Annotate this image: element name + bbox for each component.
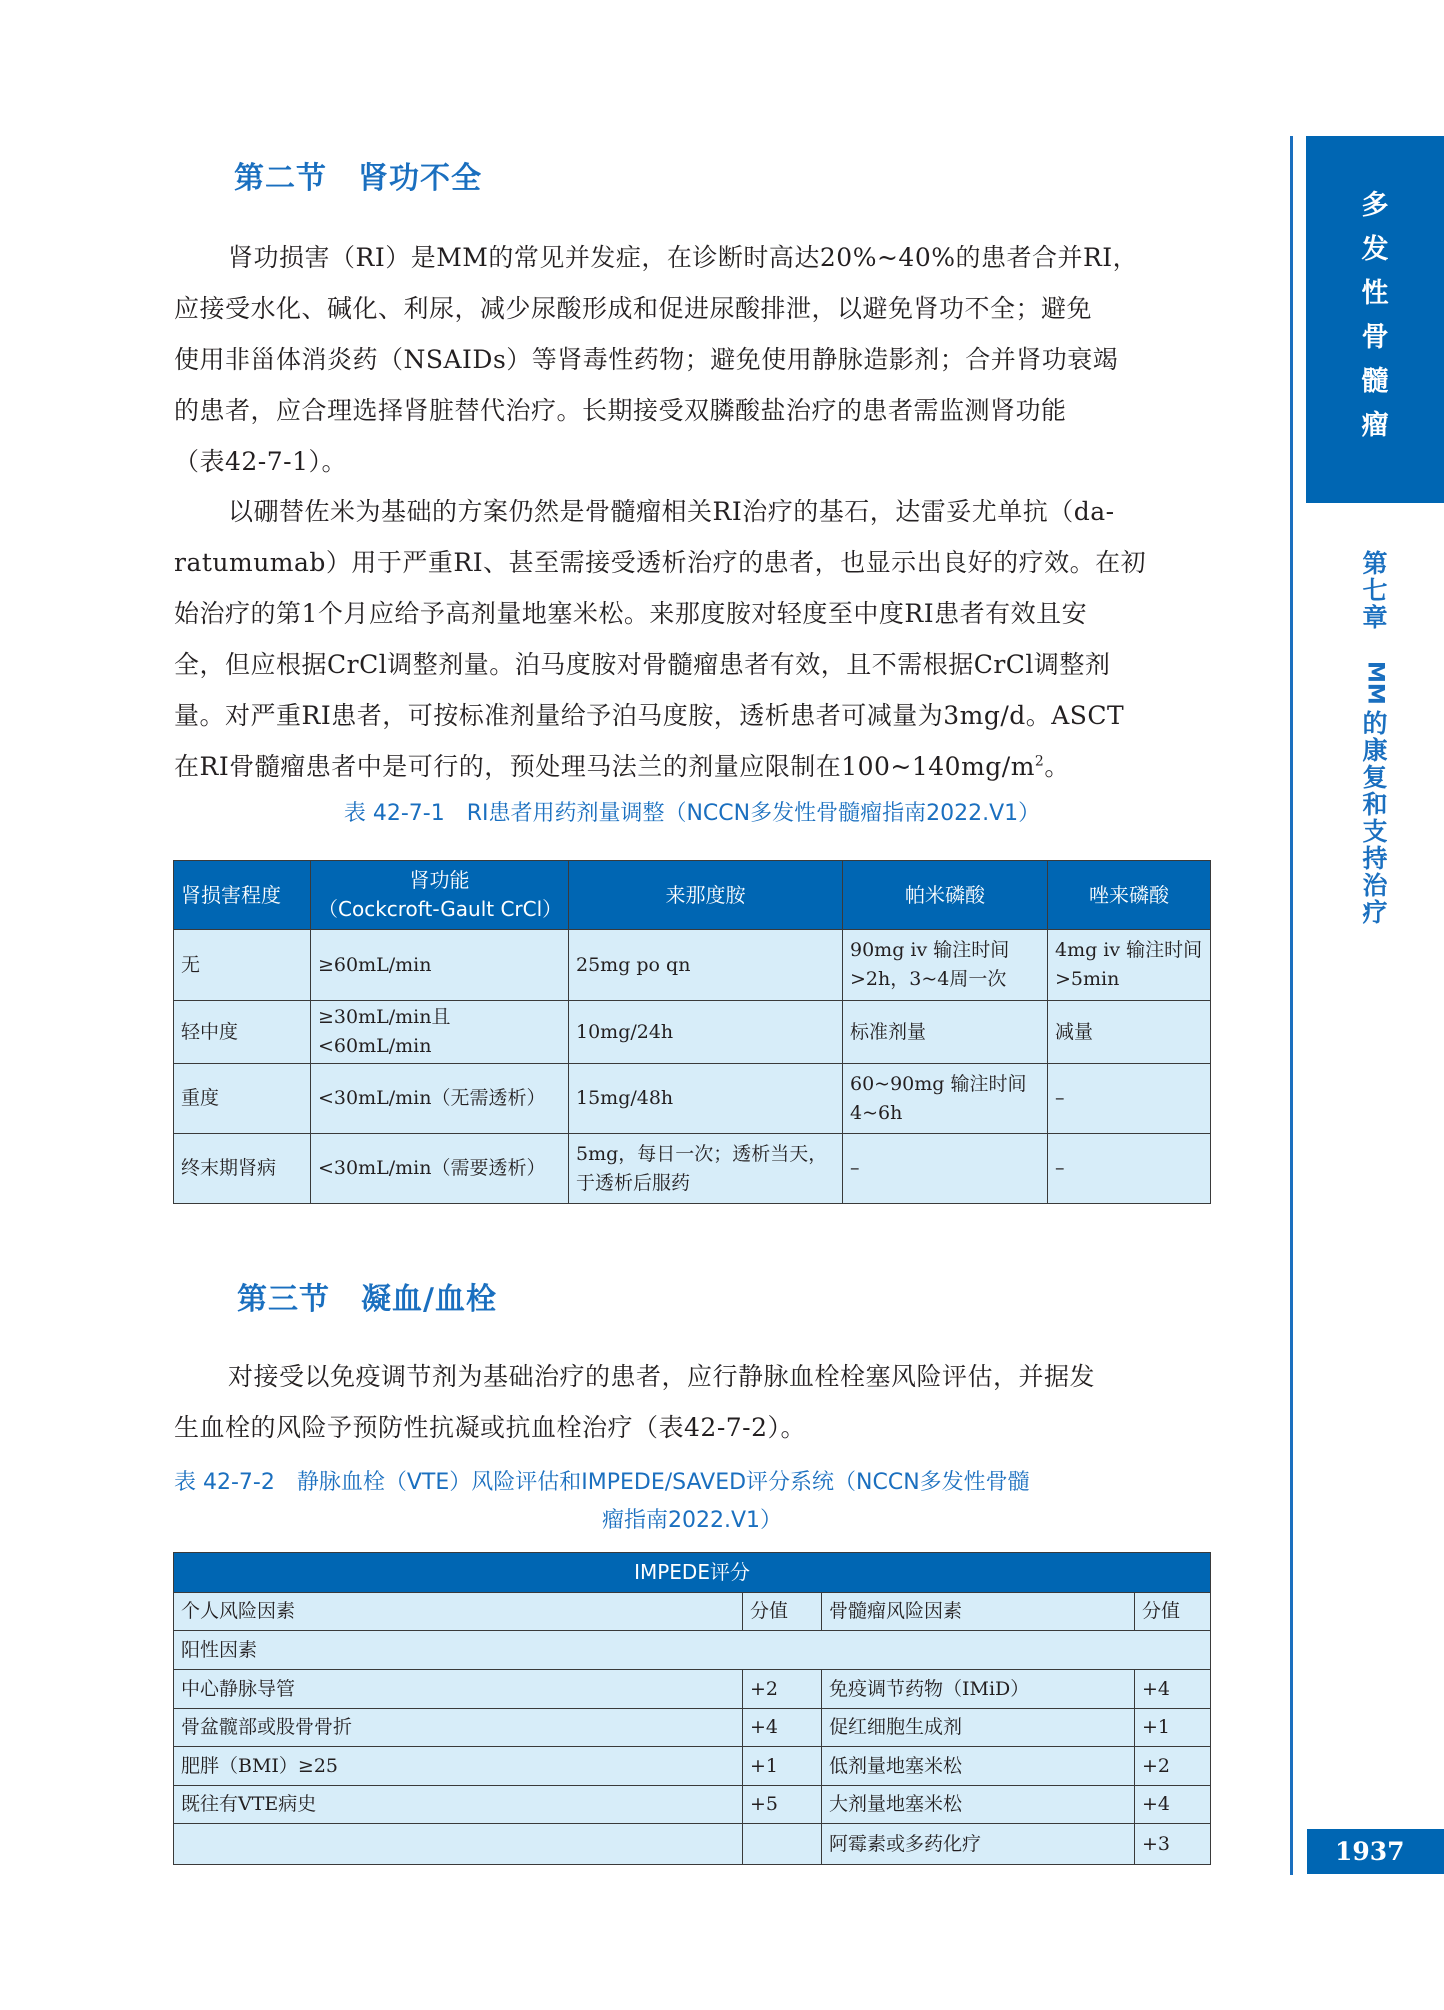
table-cell: 无 (174, 930, 311, 1001)
text-run: 。 (1044, 752, 1070, 781)
table-row (174, 1786, 1211, 1824)
paragraph-renal-1 (174, 232, 1210, 487)
table-cell: ≥60mL/min (311, 930, 569, 1001)
header-cell: 分值 (743, 1593, 822, 1631)
table-row (174, 930, 1211, 1001)
text-line: ratumumab）用于严重RI、甚至需接受透析治疗的患者，也显示出良好的疗效。在初 (174, 548, 1147, 577)
table-cell: <30mL/min（无需透析） (311, 1064, 569, 1134)
chapter-char: 第 (1362, 549, 1388, 578)
text-run: 在RI骨髓瘤患者中是可行的，预处理马法兰的剂量应限制在100~140mg/m (174, 752, 1035, 781)
table-title: IMPEDE评分 (174, 1553, 1211, 1593)
book-title-tab (1306, 136, 1444, 503)
table1-caption: 表 42-7-1 RI患者用药剂量调整（NCCN多发性骨髓瘤指南2022.V1） (343, 801, 1041, 826)
text-line: 全，但应根据CrCl调整剂量。泊马度胺对骨髓瘤患者有效，且不需根据CrCl调整剂 (174, 650, 1111, 679)
table-row (174, 1134, 1211, 1204)
table-cell: 免疫调节药物（IMiD） (822, 1670, 1135, 1709)
table-cell: 重度 (174, 1064, 311, 1134)
chapter-title (1306, 550, 1444, 926)
table2-caption-line1: 表 42-7-2 静脉血栓（VTE）风险评估和IMPEDE/SAVED评分系统（NCCN多发性骨髓 (174, 1470, 1030, 1495)
table-cell: +4 (1135, 1786, 1211, 1824)
table-cell: +4 (743, 1709, 822, 1747)
section-heading-renal: 第二节 肾功不全 (234, 161, 482, 196)
table-cell: +5 (743, 1786, 822, 1824)
table-cell: 标准剂量 (843, 1001, 1048, 1064)
table-title-row (174, 1553, 1211, 1593)
header-cell: 分值 (1135, 1593, 1211, 1631)
table-cell: 15mg/48h (569, 1064, 843, 1134)
table-cell: – (1048, 1134, 1211, 1204)
section-heading-coagulation: 第三节 凝血/血栓 (237, 1282, 497, 1317)
chapter-char: 持 (1362, 843, 1388, 873)
header-cell: 来那度胺 (569, 861, 843, 930)
book-title-char: 髓 (1361, 366, 1389, 397)
text-line: 以硼替佐米为基础的方案仍然是骨髓瘤相关RI治疗的基石，达雷妥尤单抗（da- (228, 497, 1115, 526)
table-cell: 5mg，每日一次；透析当天，于透析后服药 (569, 1134, 843, 1204)
table-cell: 60~90mg 输注时间4~6h (843, 1064, 1048, 1134)
text-line: 使用非甾体消炎药（NSAIDs）等肾毒性药物；避免使用静脉造影剂；合并肾功衰竭 (174, 345, 1119, 374)
paragraph-renal-2 (174, 486, 1210, 792)
chapter-char: 七 (1362, 576, 1388, 605)
renal-dose-table (173, 860, 1211, 1204)
table-cell: – (1048, 1064, 1211, 1134)
table-cell: 骨盆髋部或股骨骨折 (174, 1709, 743, 1747)
subheader-cell: 阳性因素 (174, 1631, 1211, 1670)
chapter-char: 复 (1362, 762, 1388, 792)
table-cell: 25mg po qn (569, 930, 843, 1001)
header-cell: 个人风险因素 (174, 1593, 743, 1631)
header-cell: 唑来磷酸 (1048, 861, 1211, 930)
table-cell: 90mg iv 输注时间>2h，3~4周一次 (843, 930, 1048, 1001)
text-line: 始治疗的第1个月应给予高剂量地塞米松。来那度胺对轻度至中度RI患者有效且安 (174, 599, 1088, 628)
table-row (174, 1747, 1211, 1786)
text-line: 的患者，应合理选择肾脏替代治疗。长期接受双膦酸盐治疗的患者需监测肾功能 (174, 396, 1067, 425)
text-line: 应接受水化、碱化、利尿，减少尿酸形成和促进尿酸排泄，以避免肾功不全；避免 (174, 294, 1093, 323)
header-cell (311, 861, 569, 930)
table-cell: +2 (743, 1670, 822, 1709)
table-cell: 中心静脉导管 (174, 1670, 743, 1709)
table-subheader-row (174, 1631, 1211, 1670)
text-line (174, 741, 1210, 792)
table-cell: 既往有VTE病史 (174, 1786, 743, 1824)
table-cell: 4mg iv 输注时间>5min (1048, 930, 1211, 1001)
book-title-char: 性 (1361, 278, 1389, 309)
table-cell (743, 1824, 822, 1865)
book-title-char: 骨 (1361, 322, 1389, 353)
table-cell: <30mL/min（需要透析） (311, 1134, 569, 1204)
chapter-char: 疗 (1362, 897, 1388, 927)
table-row (174, 1064, 1211, 1134)
table-cell: 终末期肾病 (174, 1134, 311, 1204)
table-cell: 大剂量地塞米松 (822, 1786, 1135, 1824)
table-cell: – (843, 1134, 1048, 1204)
text-line: 肾功损害（RI）是MM的常见并发症，在诊断时高达20%~40%的患者合并RI， (228, 243, 1139, 272)
table-cell: 减量 (1048, 1001, 1211, 1064)
table-cell: 低剂量地塞米松 (822, 1747, 1135, 1786)
chapter-char: 的 (1362, 708, 1388, 738)
text-line: 对接受以免疫调节剂为基础治疗的患者，应行静脉血栓栓塞风险评估，并据发 (228, 1362, 1096, 1391)
paragraph-coagulation (174, 1351, 1210, 1453)
table-cell: 轻中度 (174, 1001, 311, 1064)
table-cell: 阿霉素或多药化疗 (822, 1824, 1135, 1865)
superscript: 2 (1034, 753, 1045, 770)
impede-score-table (173, 1552, 1211, 1865)
table-cell: +2 (1135, 1747, 1211, 1786)
header-line: （Cockcroft-Gault CrCl） (318, 897, 563, 921)
book-title-char: 发 (1361, 234, 1389, 265)
book-title-char: 多 (1361, 190, 1389, 221)
table-cell: 促红细胞生成剂 (822, 1709, 1135, 1747)
table-row (174, 1824, 1211, 1865)
chapter-char: 支 (1362, 816, 1388, 846)
book-title (1306, 184, 1444, 448)
book-title-char: 瘤 (1361, 410, 1389, 441)
text-line: （表42-7-1）。 (174, 447, 348, 476)
text-line: 生血栓的风险予预防性抗凝或抗血栓治疗（表42-7-2）。 (174, 1413, 807, 1442)
table-header-row (174, 861, 1211, 930)
table-cell: +4 (1135, 1670, 1211, 1709)
header-line: 肾功能 (409, 868, 470, 892)
chapter-mm: MM (1362, 661, 1388, 705)
table-cell: 10mg/24h (569, 1001, 843, 1064)
header-cell: 骨髓瘤风险因素 (822, 1593, 1135, 1631)
header-cell: 肾损害程度 (174, 861, 311, 930)
header-cell: 帕米磷酸 (843, 861, 1048, 930)
chapter-char: 章 (1362, 603, 1388, 632)
table-cell: +1 (743, 1747, 822, 1786)
chapter-char: 治 (1362, 870, 1388, 900)
table-header-row (174, 1593, 1211, 1631)
sidebar-rule (1290, 136, 1293, 1875)
table-cell: ≥30mL/min且<60mL/min (311, 1001, 569, 1064)
text-line: 量。对严重RI患者，可按标准剂量给予泊马度胺，透析患者可减量为3mg/d。ASCT (174, 701, 1125, 730)
table-cell: 肥胖（BMI）≥25 (174, 1747, 743, 1786)
page-number: 1937 (1307, 1829, 1444, 1874)
table2-caption-line2: 瘤指南2022.V1） (601, 1508, 783, 1533)
table-row (174, 1670, 1211, 1709)
table-cell (174, 1824, 743, 1865)
table-row (174, 1709, 1211, 1747)
table-row (174, 1001, 1211, 1064)
table-cell: +1 (1135, 1709, 1211, 1747)
chapter-char: 康 (1362, 735, 1388, 765)
chapter-char: 和 (1362, 789, 1388, 819)
table-cell: +3 (1135, 1824, 1211, 1865)
